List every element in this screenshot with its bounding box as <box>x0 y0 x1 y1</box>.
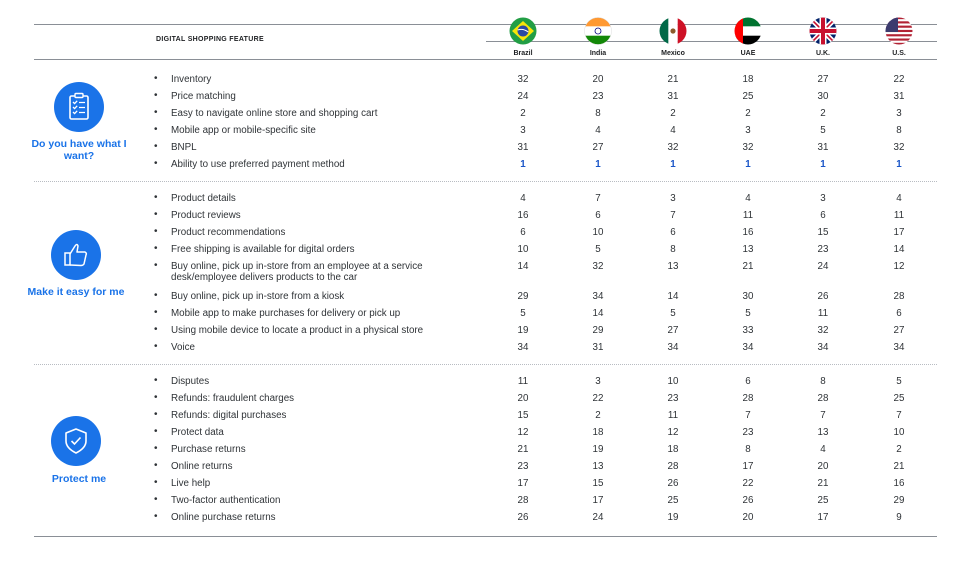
rank-cell: 28 <box>517 495 529 506</box>
rank-cell: 16 <box>517 210 529 221</box>
bullet-icon: • <box>154 426 158 437</box>
feature-label: Protect data <box>171 427 224 438</box>
rank-cell: 27 <box>817 74 829 85</box>
rank-cell: 15 <box>517 410 529 421</box>
rank-cell: 19 <box>667 512 679 523</box>
rank-cell: 20 <box>517 393 529 404</box>
rank-cell: 5 <box>670 308 676 319</box>
rank-cell: 21 <box>517 444 529 455</box>
india-flag-icon <box>584 17 612 45</box>
thumbs-up-icon <box>51 230 101 280</box>
rank-cell: 4 <box>745 193 751 204</box>
section-title-ease: Make it easy for me <box>27 286 125 298</box>
section-icon-protection <box>51 416 101 466</box>
bottom-rule <box>34 536 937 537</box>
rank-cell: 7 <box>670 210 676 221</box>
rank-cell: 2 <box>670 108 676 119</box>
bullet-icon: • <box>154 209 158 220</box>
rank-cell: 27 <box>592 142 604 153</box>
country-column-uk <box>793 17 853 57</box>
bullet-icon: • <box>154 443 158 454</box>
rank-cell: 31 <box>592 342 604 353</box>
bullet-icon: • <box>154 290 158 301</box>
section-divider <box>34 364 937 365</box>
rank-cell: 2 <box>820 108 826 119</box>
rank-cell: 2 <box>745 108 751 119</box>
rank-cell: 26 <box>517 512 529 523</box>
rank-cell: 4 <box>820 444 826 455</box>
section-icon-availability <box>54 82 104 132</box>
bullet-icon: • <box>154 392 158 403</box>
rank-cell: 2 <box>595 410 601 421</box>
feature-label: Online purchase returns <box>171 512 276 523</box>
rank-cell: 3 <box>745 125 751 136</box>
bullet-icon: • <box>154 73 158 84</box>
rank-cell: 25 <box>742 91 754 102</box>
rank-cell: 6 <box>820 210 826 221</box>
rank-cell: 11 <box>817 308 829 319</box>
rank-cell: 20 <box>817 461 829 472</box>
feature-label: Live help <box>171 478 211 489</box>
country-name: India <box>589 50 607 57</box>
rank-cell: 22 <box>893 74 905 85</box>
rank-cell: 32 <box>893 142 905 153</box>
rank-cell: 4 <box>595 125 601 136</box>
rank-cell: 2 <box>520 108 526 119</box>
rank-cell: 5 <box>896 376 902 387</box>
rank-cell: 3 <box>520 125 526 136</box>
rank-cell: 11 <box>517 376 529 387</box>
rank-cell: 26 <box>667 478 679 489</box>
rank-cell: 16 <box>893 478 905 489</box>
feature-label: Price matching <box>171 91 236 102</box>
feature-label: Ability to use preferred payment method <box>171 159 345 170</box>
country-column-mexico <box>643 17 703 57</box>
clipboard-checklist-icon <box>54 82 104 132</box>
rank-cell: 21 <box>742 261 754 272</box>
rank-cell: 32 <box>592 261 604 272</box>
country-name: U.K. <box>816 50 830 57</box>
feature-label: Free shipping is available for digital orders <box>171 244 355 255</box>
rank-cell: 21 <box>817 478 829 489</box>
rank-cell: 4 <box>670 125 676 136</box>
rank-cell: 12 <box>667 427 679 438</box>
feature-label: Using mobile device to locate a product in a physical store <box>171 325 424 336</box>
feature-column-header: DIGITAL SHOPPING FEATURE <box>156 36 264 43</box>
rank-cell: 26 <box>742 495 754 506</box>
feature-label: Easy to navigate online store and shopping cart <box>171 108 378 119</box>
feature-label: Mobile app or mobile-specific site <box>171 125 316 136</box>
rank-cell: 21 <box>893 461 905 472</box>
bullet-icon: • <box>154 341 158 352</box>
rank-cell: 34 <box>742 342 754 353</box>
rank-cell: 15 <box>817 227 829 238</box>
rank-cell: 28 <box>667 461 679 472</box>
rank-cell: 18 <box>742 74 754 85</box>
rank-cell: 8 <box>745 444 751 455</box>
rank-cell: 25 <box>817 495 829 506</box>
country-name: UAE <box>740 50 756 57</box>
rank-cell: 8 <box>820 376 826 387</box>
rank-cell: 3 <box>820 193 826 204</box>
rank-cell: 24 <box>817 261 829 272</box>
feature-label: Refunds: digital purchases <box>171 410 287 421</box>
rank-cell: 12 <box>893 261 905 272</box>
uae-flag-icon <box>734 17 762 45</box>
rank-cell: 28 <box>817 393 829 404</box>
rank-cell: 13 <box>592 461 604 472</box>
bullet-icon: • <box>154 141 158 152</box>
rank-cell: 28 <box>893 291 905 302</box>
rank-cell: 10 <box>517 244 529 255</box>
rank-cell: 25 <box>667 495 679 506</box>
rank-cell: 15 <box>592 478 604 489</box>
rank-cell: 19 <box>517 325 529 336</box>
rank-cell: 23 <box>517 461 529 472</box>
rank-cell: 20 <box>742 512 754 523</box>
country-column-us <box>869 17 929 57</box>
rank-cell: 12 <box>517 427 529 438</box>
rank-cell: 14 <box>592 308 604 319</box>
bullet-icon: • <box>154 107 158 118</box>
rank-cell: 9 <box>896 512 902 523</box>
country-name: Brazil <box>513 50 533 57</box>
rank-cell: 27 <box>667 325 679 336</box>
feature-label: Voice <box>171 342 195 353</box>
rank-cell: 32 <box>517 74 529 85</box>
rank-cell: 23 <box>817 244 829 255</box>
bullet-icon: • <box>154 460 158 471</box>
rank-cell: 10 <box>667 376 679 387</box>
rank-cell: 11 <box>893 210 905 221</box>
rank-cell: 14 <box>517 261 529 272</box>
rank-cell: 31 <box>517 142 529 153</box>
rank-cell: 28 <box>742 393 754 404</box>
feature-label: Product recommendations <box>171 227 286 238</box>
bullet-icon: • <box>154 158 158 169</box>
rank-cell: 1 <box>820 159 826 170</box>
rank-cell: 8 <box>670 244 676 255</box>
feature-label: Inventory <box>171 74 212 85</box>
rank-cell: 14 <box>893 244 905 255</box>
rank-cell: 6 <box>670 227 676 238</box>
rank-cell: 14 <box>667 291 679 302</box>
rank-cell: 34 <box>817 342 829 353</box>
rank-cell: 13 <box>817 427 829 438</box>
shield-check-icon <box>51 416 101 466</box>
rank-cell: 32 <box>742 142 754 153</box>
rank-cell: 13 <box>742 244 754 255</box>
feature-label: Disputes <box>171 376 210 387</box>
rank-cell: 3 <box>896 108 902 119</box>
bullet-icon: • <box>154 477 158 488</box>
section-divider <box>34 181 937 182</box>
rank-cell: 21 <box>667 74 679 85</box>
feature-label: Buy online, pick up in-store from an employee at a service desk/employee delivers products to the car <box>171 261 423 283</box>
rank-cell: 17 <box>817 512 829 523</box>
rank-cell: 22 <box>592 393 604 404</box>
rank-cell: 6 <box>595 210 601 221</box>
uk-flag-icon <box>809 17 837 45</box>
rank-cell: 34 <box>517 342 529 353</box>
rank-cell: 1 <box>670 159 676 170</box>
rank-cell: 31 <box>893 91 905 102</box>
rank-cell: 5 <box>745 308 751 319</box>
rank-cell: 3 <box>595 376 601 387</box>
rank-cell: 1 <box>520 159 526 170</box>
rank-cell: 24 <box>592 512 604 523</box>
bullet-icon: • <box>154 243 158 254</box>
section-title-availability: Do you have what I want? <box>31 138 127 162</box>
rank-cell: 31 <box>667 91 679 102</box>
country-column-uae <box>718 17 778 57</box>
feature-label: BNPL <box>171 142 197 153</box>
rank-cell: 18 <box>667 444 679 455</box>
feature-label: Product reviews <box>171 210 241 221</box>
section-title-protection: Protect me <box>51 473 107 485</box>
rank-cell: 30 <box>742 291 754 302</box>
feature-label: Online returns <box>171 461 233 472</box>
header-bottom-rule <box>34 59 937 60</box>
rank-cell: 34 <box>667 342 679 353</box>
rank-cell: 17 <box>893 227 905 238</box>
rank-cell: 6 <box>745 376 751 387</box>
rank-cell: 31 <box>817 142 829 153</box>
rank-cell: 20 <box>592 74 604 85</box>
country-name: Mexico <box>661 50 685 57</box>
rank-cell: 5 <box>595 244 601 255</box>
rank-cell: 16 <box>742 227 754 238</box>
rank-cell: 10 <box>592 227 604 238</box>
rank-cell: 32 <box>667 142 679 153</box>
rank-cell: 26 <box>817 291 829 302</box>
country-column-brazil <box>493 17 553 57</box>
rank-cell: 33 <box>742 325 754 336</box>
country-name: U.S. <box>892 50 906 57</box>
feature-label: Two-factor authentication <box>171 495 281 506</box>
country-column-india <box>568 17 628 57</box>
rank-cell: 1 <box>745 159 751 170</box>
rank-cell: 3 <box>670 193 676 204</box>
rank-cell: 10 <box>893 427 905 438</box>
feature-label: Product details <box>171 193 236 204</box>
bullet-icon: • <box>154 307 158 318</box>
bullet-icon: • <box>154 90 158 101</box>
section-icon-ease <box>51 230 101 280</box>
brazil-flag-icon <box>509 17 537 45</box>
rank-cell: 24 <box>517 91 529 102</box>
rank-cell: 23 <box>742 427 754 438</box>
rank-cell: 7 <box>745 410 751 421</box>
rank-cell: 29 <box>517 291 529 302</box>
rank-cell: 2 <box>896 444 902 455</box>
rank-cell: 7 <box>896 410 902 421</box>
rank-cell: 22 <box>742 478 754 489</box>
rank-cell: 32 <box>817 325 829 336</box>
bullet-icon: • <box>154 375 158 386</box>
bullet-icon: • <box>154 226 158 237</box>
rank-cell: 4 <box>520 193 526 204</box>
rank-cell: 11 <box>742 210 754 221</box>
rank-cell: 7 <box>820 410 826 421</box>
bullet-icon: • <box>154 494 158 505</box>
rank-cell: 7 <box>595 193 601 204</box>
rank-cell: 29 <box>592 325 604 336</box>
rank-cell: 1 <box>595 159 601 170</box>
rank-cell: 5 <box>820 125 826 136</box>
rank-cell: 34 <box>893 342 905 353</box>
rank-cell: 18 <box>592 427 604 438</box>
bullet-icon: • <box>154 324 158 335</box>
rank-cell: 17 <box>742 461 754 472</box>
us-flag-icon <box>885 17 913 45</box>
bullet-icon: • <box>154 511 158 522</box>
rank-cell: 1 <box>896 159 902 170</box>
rank-cell: 5 <box>520 308 526 319</box>
rank-cell: 23 <box>592 91 604 102</box>
rank-cell: 13 <box>667 261 679 272</box>
rank-cell: 17 <box>592 495 604 506</box>
mexico-flag-icon <box>659 17 687 45</box>
rank-cell: 25 <box>893 393 905 404</box>
feature-label: Buy online, pick up in-store from a kiosk <box>171 291 345 302</box>
feature-label: Mobile app to make purchases for delivery or pick up <box>171 308 401 319</box>
rank-cell: 8 <box>896 125 902 136</box>
feature-label: Refunds: fraudulent charges <box>171 393 295 404</box>
rank-cell: 34 <box>592 291 604 302</box>
rank-cell: 29 <box>893 495 905 506</box>
rank-cell: 11 <box>667 410 679 421</box>
rank-cell: 6 <box>520 227 526 238</box>
rank-cell: 23 <box>667 393 679 404</box>
rank-cell: 6 <box>896 308 902 319</box>
rank-cell: 27 <box>893 325 905 336</box>
rank-cell: 4 <box>896 193 902 204</box>
rank-cell: 17 <box>517 478 529 489</box>
rank-cell: 8 <box>595 108 601 119</box>
rank-cell: 30 <box>817 91 829 102</box>
bullet-icon: • <box>154 260 158 271</box>
feature-label: Purchase returns <box>171 444 246 455</box>
bullet-icon: • <box>154 192 158 203</box>
bullet-icon: • <box>154 124 158 135</box>
bullet-icon: • <box>154 409 158 420</box>
rank-cell: 19 <box>592 444 604 455</box>
